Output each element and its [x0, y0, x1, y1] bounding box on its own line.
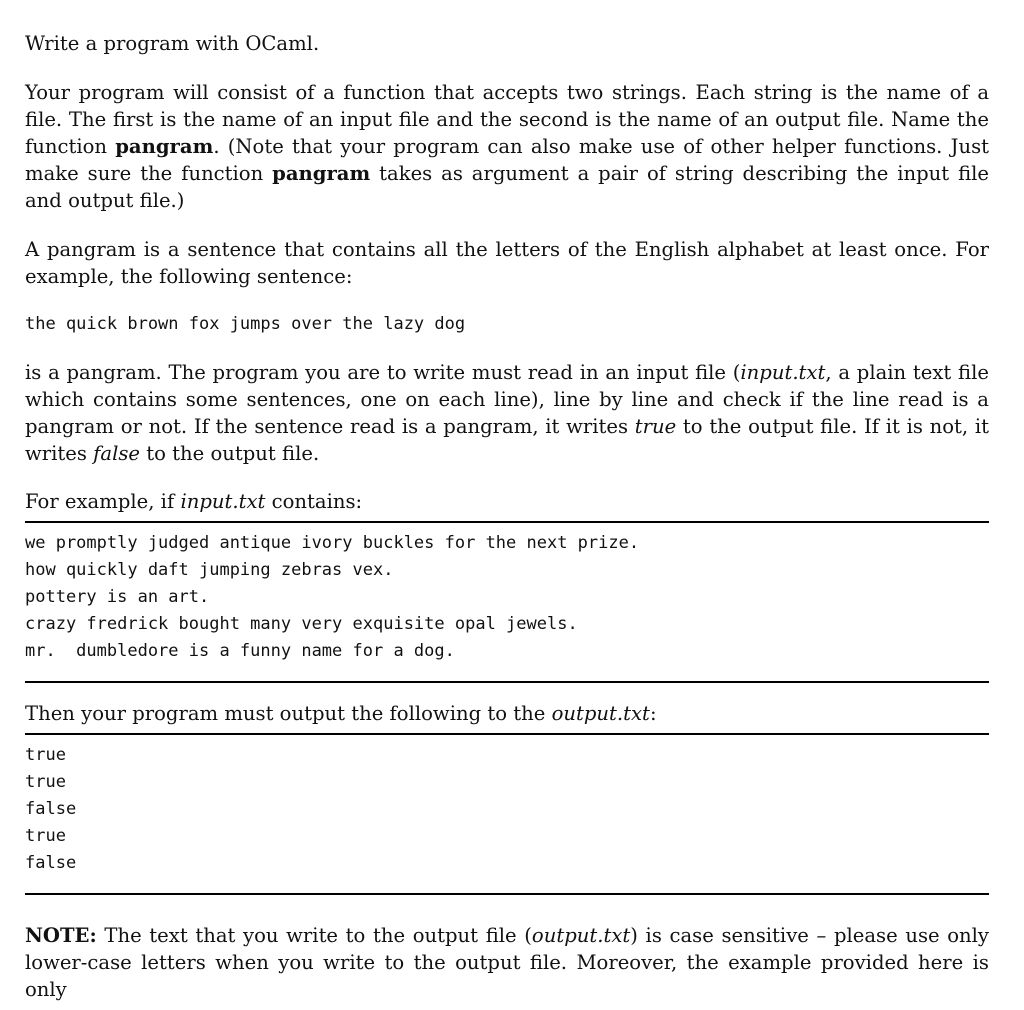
- pangram-part2: , a plain text file which contains some sentences, one on each line), line by line and check if the line read is a pangram or not. If the sentence read is a pangram, it writes: [25, 361, 989, 438]
- note-label: NOTE:: [25, 924, 97, 947]
- pangram-part3: to the output file. If it is not, it writes: [25, 415, 989, 465]
- for-example-part2: contains:: [265, 490, 363, 513]
- input-line: pottery is an art.: [25, 587, 210, 607]
- for-example-paragraph: [25, 488, 989, 515]
- note-paragraph: [25, 922, 989, 1003]
- then-part1: Then your program must output the following to the: [25, 702, 552, 725]
- definition-paragraph: A pangram is a sentence that contains all the letters of the English alphabet at least once. For example, the following sentence:: [25, 238, 989, 288]
- desc-part1: Your program will consist of a function that accepts two strings. Each string is the name of a file. The first is the name of an input file and the second is the name of an output file. Name the function: [25, 81, 989, 158]
- input-file-name: input.txt: [740, 361, 826, 384]
- function-name-2: pangram: [272, 162, 371, 185]
- intro-text: Write a program with OCaml.: [25, 32, 320, 55]
- output-example-block: [25, 735, 989, 893]
- false-word: false: [93, 442, 141, 465]
- note-part1: The text that you write to the output file (: [96, 924, 532, 947]
- output-line: true: [25, 772, 66, 792]
- for-example-part1: For example, if: [25, 490, 181, 513]
- output-line: false: [25, 853, 77, 873]
- example-sentence: the quick brown fox jumps over the lazy dog: [25, 314, 466, 334]
- then-part2: :: [649, 702, 657, 725]
- pangram-part4: to the output file.: [140, 442, 320, 465]
- input-line: how quickly daft jumping zebras vex.: [25, 560, 394, 580]
- pangram-paragraph: [25, 359, 989, 467]
- description-paragraph: [25, 79, 989, 214]
- output-file-name: output.txt: [551, 702, 650, 725]
- output-line: true: [25, 826, 66, 846]
- input-line: we promptly judged antique ivory buckles for the next prize.: [25, 533, 640, 553]
- note-part2: ) is case sensitive – please use only lower-case letters when you write to the output file. Moreover, the example provided here is only: [25, 924, 989, 1001]
- true-word: true: [634, 415, 677, 438]
- function-name: pangram: [115, 135, 214, 158]
- input-line: crazy fredrick bought many very exquisite opal jewels.: [25, 614, 578, 634]
- divider: [25, 681, 989, 683]
- pangram-part1: is a pangram. The program you are to write must read in an input file (: [25, 361, 741, 384]
- input-file-name-2: input.txt: [180, 490, 266, 513]
- output-line: false: [25, 799, 77, 819]
- input-example-block: [25, 523, 989, 681]
- input-line: mr. dumbledore is a funny name for a dog.: [25, 641, 455, 661]
- output-line: true: [25, 745, 66, 765]
- then-paragraph: [25, 700, 989, 727]
- desc-part3: takes as argument a pair of string describing the input file and output file.): [25, 162, 990, 212]
- document-page: [25, 30, 989, 1003]
- desc-part2: . (Note that your program can also make use of other helper functions. Just make sure the function: [25, 135, 989, 185]
- output-file-name-2: output.txt: [531, 924, 631, 947]
- divider: [25, 893, 989, 895]
